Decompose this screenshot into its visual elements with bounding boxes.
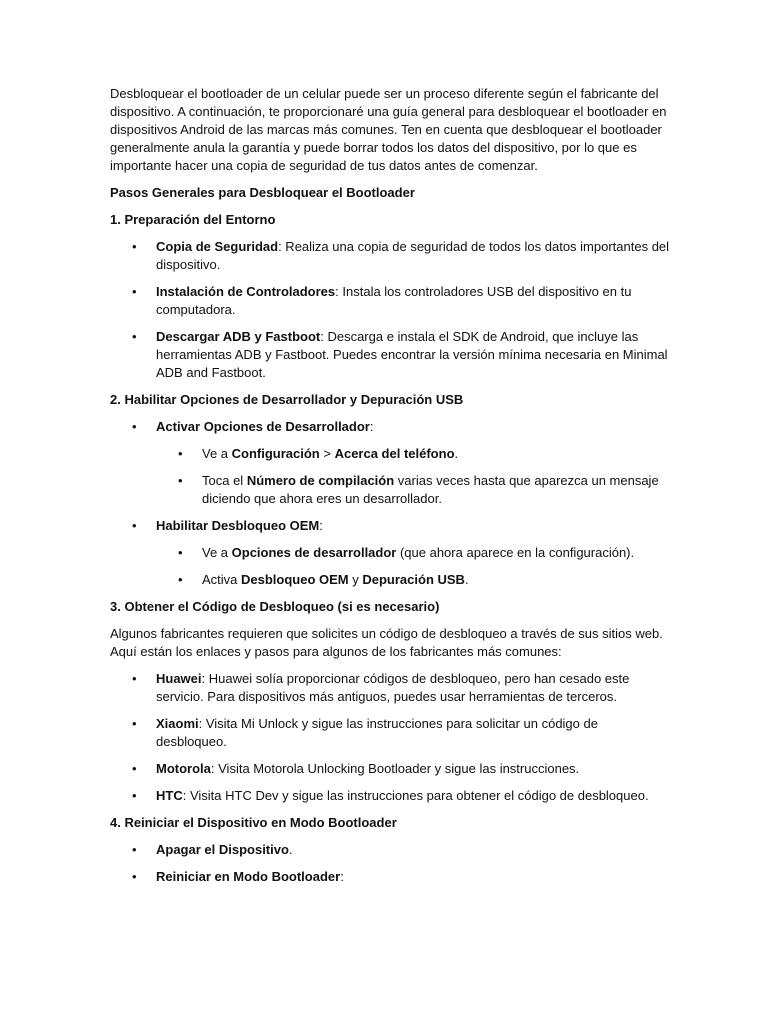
list-item-bold: Huawei — [156, 671, 202, 686]
bullet-icon: • — [132, 869, 137, 884]
list-item-text — [156, 419, 373, 434]
intro-paragraph: Desbloquear el bootloader de un celular puede ser un proceso diferente según el fabricante del dispositivo. A continuación, te proporcionaré una guía general para desbloquear el bootloader en dispositivos Android de las marcas más comunes. Ten en cuenta que desbloquear el bootloader generalmente anula la garantía y puede borrar todos los datos del dispositivo, por lo que es importante hacer una copia de seguridad de tus datos antes de comenzar. — [110, 86, 667, 173]
list-item-text — [156, 671, 629, 704]
sub-list-item — [110, 472, 670, 508]
sub-item-text: Ve a — [202, 446, 232, 461]
list-item — [110, 328, 670, 382]
bullet-list — [110, 670, 670, 805]
list-item-text — [156, 329, 668, 380]
list-item-rest: : Visita Mi Unlock y sigue las instrucciones para solicitar un código de desbloqueo. — [156, 716, 598, 749]
sub-item-text: (que ahora aparece en la configuración). — [396, 545, 635, 560]
list-item-rest: : Realiza una copia de seguridad de todos los datos importantes del dispositivo. — [156, 239, 670, 272]
list-item-text — [156, 788, 649, 803]
sub-list-item-text — [202, 545, 634, 560]
list-item-text — [156, 869, 344, 884]
sub-list-item-text — [202, 572, 469, 587]
list-item — [110, 283, 670, 319]
list-item — [110, 715, 670, 751]
sub-item-text: Activa — [202, 572, 242, 587]
section-heading: 2. Habilitar Opciones de Desarrollador y Depuración USB — [110, 392, 464, 407]
list-item-bold: Reiniciar en Modo Bootloader — [156, 869, 341, 884]
list-item-bold: Descargar ADB y Fastboot — [156, 329, 321, 344]
sub-item-text: . — [454, 446, 459, 461]
list-item-bold: HTC — [156, 788, 183, 803]
main-heading: Pasos Generales para Desbloquear el Bootloader — [110, 185, 415, 200]
list-item — [110, 418, 670, 508]
bullet-icon: • — [178, 545, 183, 560]
bullet-list — [110, 841, 670, 886]
list-item-text — [156, 284, 631, 317]
bullet-icon: • — [132, 761, 137, 776]
sub-list-item — [110, 544, 670, 562]
bullet-icon: • — [178, 473, 183, 488]
list-item-rest: : Visita HTC Dev y sigue las instrucciones para obtener el código de desbloqueo. — [182, 788, 649, 803]
sub-item-text: y — [348, 572, 363, 587]
list-item-text — [156, 239, 669, 272]
list-item-bold: Habilitar Desbloqueo OEM — [156, 518, 320, 533]
section-heading: 3. Obtener el Código de Desbloqueo (si es necesario) — [110, 599, 440, 614]
list-item-bold: Activar Opciones de Desarrollador — [156, 419, 370, 434]
bullet-list — [110, 238, 670, 382]
sub-list-item-text — [202, 446, 458, 461]
list-item-rest: : Huawei solía proporcionar códigos de desbloqueo, pero han cesado este servicio. Para dispositivos más antiguos, puedes usar herramientas de terceros. — [156, 671, 630, 704]
bullet-icon: • — [132, 284, 137, 299]
list-item-bold: Apagar el Dispositivo — [156, 842, 289, 857]
sub-list-item — [110, 445, 670, 463]
document-body — [110, 85, 670, 895]
section-paragraph: Algunos fabricantes requieren que solicites un código de desbloqueo a través de sus sitios web. Aquí están los enlaces y pasos para algunos de los fabricantes más comunes: — [110, 626, 663, 659]
list-item-rest: . — [288, 842, 293, 857]
section-heading: 1. Preparación del Entorno — [110, 212, 276, 227]
bullet-icon: • — [178, 446, 183, 461]
list-item — [110, 670, 670, 706]
list-item — [110, 517, 670, 589]
sub-bullet-list — [156, 544, 670, 589]
sub-list-item-text — [202, 473, 659, 506]
list-item — [110, 841, 670, 859]
bullet-icon: • — [132, 716, 137, 731]
sub-item-text: Toca el — [202, 473, 247, 488]
list-item-rest: : Descarga e instala el SDK de Android, que incluye las herramientas ADB y Fastboot. Puedes encontrar la versión mínima necesaria en Minimal ADB and Fastboot. — [156, 329, 668, 380]
list-item-bold: Motorola — [156, 761, 211, 776]
bullet-icon: • — [132, 671, 137, 686]
list-item-text — [156, 761, 579, 776]
sub-item-bold: Número de compilación — [246, 473, 395, 488]
list-item — [110, 868, 670, 886]
sections-container — [110, 211, 670, 886]
list-item-bold: Xiaomi — [156, 716, 199, 731]
sub-item-text: . — [464, 572, 469, 587]
bullet-icon: • — [132, 419, 137, 434]
list-item — [110, 238, 670, 274]
sub-item-bold: Desbloqueo OEM — [241, 572, 349, 587]
sub-bullet-list — [156, 445, 670, 508]
sub-list-item — [110, 571, 670, 589]
sub-item-bold: Opciones de desarrollador — [231, 545, 397, 560]
bullet-icon: • — [132, 842, 137, 857]
list-item-rest: : Visita Motorola Unlocking Bootloader y sigue las instrucciones. — [210, 761, 580, 776]
list-item — [110, 787, 670, 805]
sub-item-bold: Depuración USB — [362, 572, 465, 587]
list-item-rest: : — [340, 869, 344, 884]
list-item-rest: : — [369, 419, 374, 434]
bullet-icon: • — [132, 239, 137, 254]
section-heading: 4. Reiniciar el Dispositivo en Modo Bootloader — [110, 815, 397, 830]
bullet-icon: • — [132, 518, 137, 533]
sub-item-text: Ve a — [202, 545, 232, 560]
list-item-text — [156, 518, 323, 533]
bullet-icon: • — [132, 788, 137, 803]
bullet-icon: • — [178, 572, 183, 587]
list-item-bold: Instalación de Controladores — [156, 284, 336, 299]
sub-item-text: varias veces hasta que aparezca un mensaje diciendo que ahora eres un desarrollador. — [202, 473, 659, 506]
list-item-rest: : — [319, 518, 323, 533]
sub-item-text: > — [319, 446, 335, 461]
list-item-text — [156, 716, 598, 749]
list-item-bold: Copia de Seguridad — [156, 239, 279, 254]
bullet-icon: • — [132, 329, 137, 344]
list-item-rest: : Instala los controladores USB del dispositivo en tu computadora. — [156, 284, 632, 317]
list-item — [110, 760, 670, 778]
bullet-list — [110, 418, 670, 589]
sub-item-bold: Configuración — [231, 446, 320, 461]
list-item-text — [156, 842, 293, 857]
sub-item-bold: Acerca del teléfono — [334, 446, 455, 461]
